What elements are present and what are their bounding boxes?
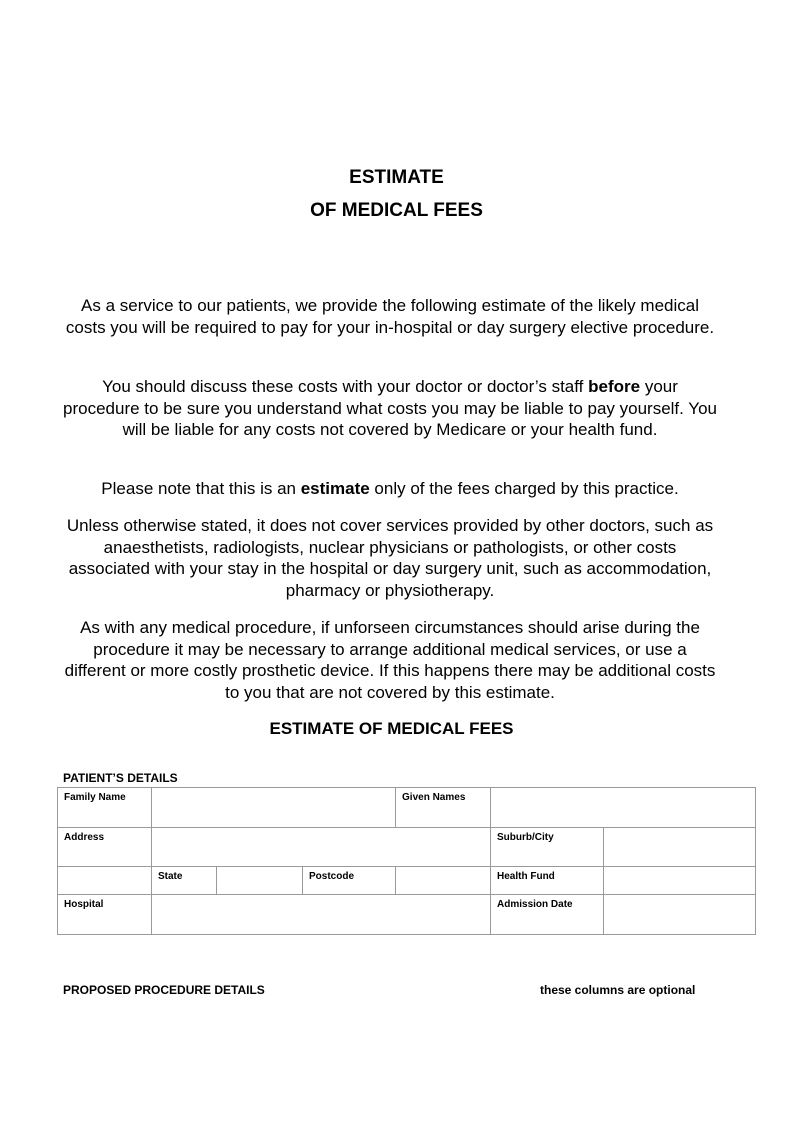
document-title-line2: OF MEDICAL FEES bbox=[310, 200, 483, 221]
admission-date-field[interactable] bbox=[604, 895, 756, 935]
estimate-note-text-a: Please note that this is an bbox=[101, 479, 301, 498]
postcode-label: Postcode bbox=[303, 867, 396, 895]
table-row bbox=[58, 895, 756, 935]
hospital-field[interactable] bbox=[152, 895, 491, 935]
discuss-costs-text-b: your procedure to be sure you understand what costs you may be liable to pay yourself. You will be liable for any costs not covered by Medicare or your health fund. bbox=[63, 377, 717, 439]
estimate-note-paragraph bbox=[62, 478, 718, 500]
postcode-field[interactable] bbox=[396, 867, 491, 895]
discuss-costs-text-a: You should discuss these costs with your doctor or doctor’s staff bbox=[102, 377, 589, 396]
address-field[interactable] bbox=[152, 828, 491, 867]
before-emphasis: before bbox=[588, 377, 641, 396]
optional-columns-note: these columns are optional bbox=[540, 983, 696, 997]
hospital-label: Hospital bbox=[58, 895, 152, 935]
estimate-note-text-b: only of the fees charged by this practice. bbox=[369, 479, 679, 498]
table-row bbox=[58, 828, 756, 867]
address-continued-field[interactable] bbox=[58, 867, 152, 895]
state-field[interactable] bbox=[217, 867, 303, 895]
table-row bbox=[58, 788, 756, 828]
table-row bbox=[58, 867, 756, 895]
intro-paragraph: As a service to our patients, we provide the following estimate of the likely medical costs you will be required to pay for your in-hospital or day surgery elective procedure. bbox=[65, 296, 715, 337]
admission-date-label: Admission Date bbox=[491, 895, 604, 935]
suburb-city-label: Suburb/City bbox=[491, 828, 604, 867]
state-label: State bbox=[152, 867, 217, 895]
suburb-city-field[interactable] bbox=[604, 828, 756, 867]
section-title: ESTIMATE OF MEDICAL FEES bbox=[269, 719, 514, 738]
proposed-procedure-label: PROPOSED PROCEDURE DETAILS bbox=[63, 983, 265, 997]
given-names-label: Given Names bbox=[396, 788, 491, 828]
unforeseen-circumstances-paragraph: As with any medical procedure, if unforseen circumstances should arise during the procedure it may be necessary to arrange additional medical services, or use a different or more costly prosthetic device. If this happens there may be additional costs to you that are not covered by this estimate. bbox=[64, 618, 716, 702]
health-fund-field[interactable] bbox=[604, 867, 756, 895]
address-label: Address bbox=[58, 828, 152, 867]
exclusions-paragraph: Unless otherwise stated, it does not cover services provided by other doctors, such as anaesthetists, radiologists, nuclear physicians or pathologists, or other costs associated with your stay in the hospital or day surgery unit, such as accommodation, pharmacy or physiotherapy. bbox=[66, 516, 714, 600]
discuss-costs-paragraph bbox=[62, 376, 718, 441]
given-names-field[interactable] bbox=[491, 788, 756, 828]
family-name-field[interactable] bbox=[152, 788, 396, 828]
document-title-line1: ESTIMATE bbox=[349, 167, 444, 188]
family-name-label: Family Name bbox=[58, 788, 152, 828]
estimate-emphasis: estimate bbox=[300, 479, 370, 498]
patient-details-label: PATIENT’S DETAILS bbox=[63, 771, 178, 785]
patient-details-table bbox=[57, 787, 756, 935]
health-fund-label: Health Fund bbox=[491, 867, 604, 895]
